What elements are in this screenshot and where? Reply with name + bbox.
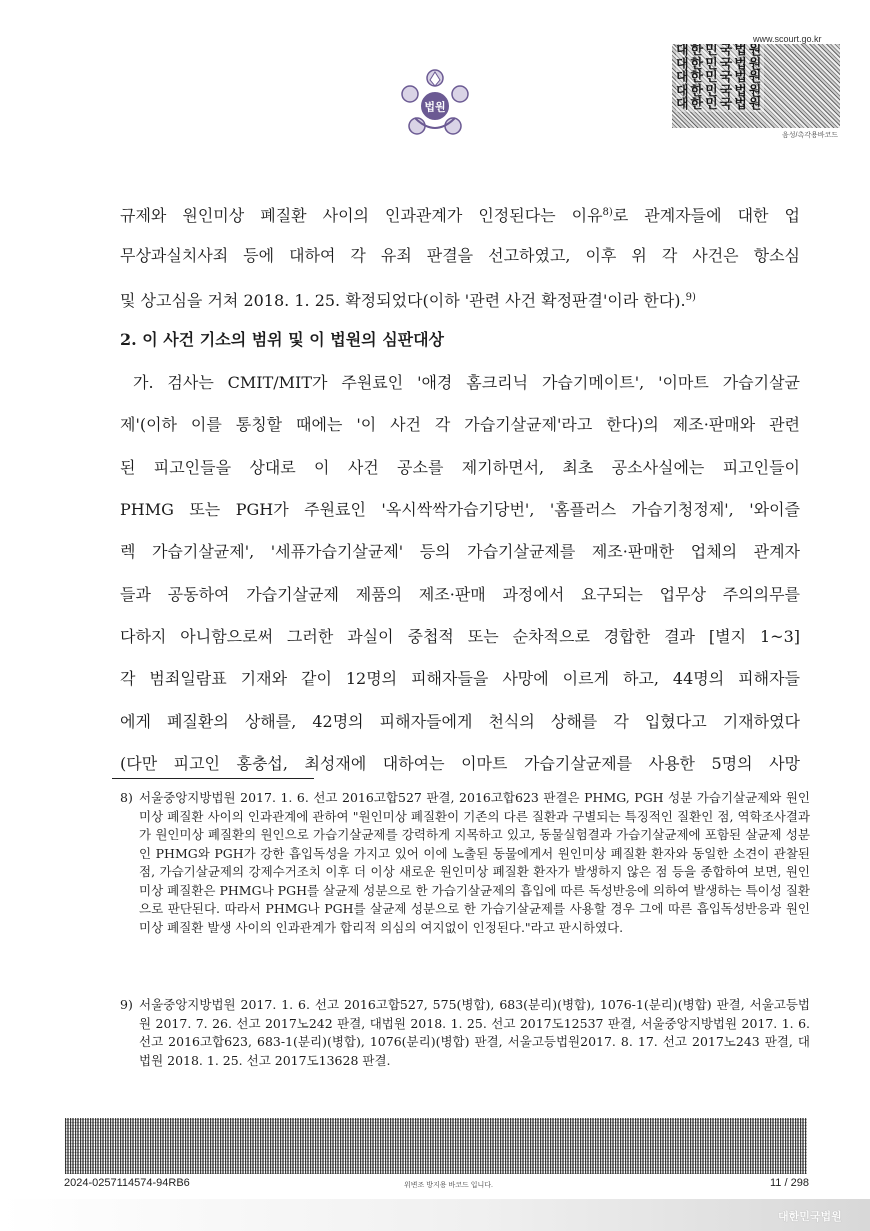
court-website-url: www.scourt.go.kr — [753, 34, 822, 44]
body-line-14: (다만 피고인 홍충섭, 최성재에 대하여는 이마트 가습기살균제를 사용한 5명의 사망 — [120, 754, 800, 773]
footnote-9 — [120, 996, 810, 1070]
seal-text: 대한민국법원대한민국법원대한민국법원대한민국법원대한민국법원 — [676, 44, 764, 112]
footnote-number: 8) — [120, 790, 133, 805]
document-id: 2024-0257114574-94RB6 — [64, 1177, 190, 1189]
body-line-5: 가. 검사는 CMIT/MIT가 주원료인 '애경 홈크리닉 가습기메이트', '이마트 가습기살균 — [133, 373, 800, 392]
body-line-2: 무상과실치사죄 등에 대하여 각 유죄 판결을 선고하였고, 이후 위 각 사건은 항소심 — [120, 246, 800, 265]
footer-band — [0, 1199, 870, 1231]
seal-caption: 음성/촉각용바코드 — [782, 132, 839, 139]
footnote-number: 9) — [120, 997, 133, 1012]
body-line-13: 에게 폐질환의 상해를, 42명의 피해자들에게 천식의 상해를 각 입혔다고 기재하였다 — [120, 712, 800, 731]
barcode-note: 위변조 방지용 바코드 입니다. — [404, 1182, 493, 1189]
emblem-label: 법원 — [424, 100, 446, 114]
footnote-ref-8: 8) — [602, 207, 613, 218]
body-line-6: 제'(이하 이를 통칭할 때에는 '이 사건 각 가습기살균제'라고 한다)의 제조·판매와 관련 — [120, 415, 800, 434]
footnote-8 — [120, 789, 810, 937]
body-line-7: 된 피고인들을 상대로 이 사건 공소를 제기하면서, 최초 공소사실에는 피고인들이 — [120, 458, 800, 477]
body-line-3: 및 상고심을 거쳐 2018. 1. 25. 확정되었다(이하 '관련 사건 확정판결'이라 한다).$^{9)}$ — [120, 291, 696, 310]
footnote-text: 서울중앙지방법원 2017. 1. 6. 선고 2016고합527, 575(병합), 683(분리)(병합), 1076-1(분리)(병합) 판결, 서울고등법원 2017. 7. 26. 선고 2017노242 판결, 대법원 2018. 1. 25. 선고 2017도12537 판결, 서울중앙지방법원 2017. 1. 6. 선고 2016고합623, 683-1(분리)(병합), 1076(분리)(병합) 판결, 서울고등법원2017. 8. 17. 선고 2017노243 판결, 대법원 2018. 1. 25. 선고 2017도13628 판결. — [139, 997, 810, 1068]
court-emblem-icon — [395, 66, 475, 146]
body-line-9: 렉 가습기살균제', '세퓨가습기살균제' 등의 가습기살균제를 제조·판매한 업체의 관계자 — [120, 542, 800, 561]
footnote-text: 서울중앙지방법원 2017. 1. 6. 선고 2016고합527 판결, 2016고합623 판결은 PHMG, PGH 성분 가습기살균제와 원인미상 폐질환 사이의 인과관계에 관하여 "원인미상 폐질환이 기존의 다른 질환과 구별되는 특징적인 질환인 점, 역학조사결과가 원인미상 폐질환의 원인으로 가습기살균제를 강력하게 지목하고 있고, 동물실험결과 가습기살균제에 포함된 살균제 성분인 PHMG와 PGH가 강한 흡입독성을 가지고 있어 이에 노출된 동물에게서 원인미상 폐질환 환자와 동일한 소견이 관찰된 점, 가습기살균제의 강제수거조치 이후 더 이상 새로운 원인미상 폐질환 환자가 발생하지 않은 점 등을 종합하여 보면, 원인미상 폐질환은 PHMG나 PGH를 살균제 성분으로 한 가습기살균제의 흡입에 따른 독성반응에 의하여 발생하는 특이성 질환으로 판단된다. 따라서 PHMG나 PGH를 살균제 성분으로 한 가습기살균제를 사용할 경우 그에 따른 흡입독성반응과 원인미상 폐질환 발생 사이의 인과관계가 합리적 의심의 여지없이 인정된다."라고 판시하였다. — [139, 790, 810, 935]
body-line-1: 규제와 원인미상 폐질환 사이의 인과관계가 인정된다는 이유$^{8)}$로 관계자들에 대한 업 — [120, 206, 800, 225]
section-heading: 2. 이 사건 기소의 범위 및 이 법원의 심판대상 — [120, 330, 445, 349]
authentication-barcode — [672, 44, 840, 128]
footnote-ref-9: 9) — [685, 292, 696, 303]
footer-brand: 대한민국법원 — [778, 1211, 842, 1223]
body-line-8: PHMG 또는 PGH가 주원료인 '옥시싹싹가습기당번', '홈플러스 가습기청정제', '와이즐 — [120, 500, 800, 519]
anti-forgery-barcode — [65, 1118, 807, 1174]
body-line-12: 각 범죄일람표 기재와 같이 12명의 피해자들을 사망에 이르게 하고, 44명의 피해자들 — [120, 669, 800, 688]
body-line-10: 들과 공동하여 가습기살균제 제품의 제조·판매 과정에서 요구되는 업무상 주의의무를 — [120, 585, 800, 604]
page-number: 11 / 298 — [770, 1177, 809, 1189]
footnote-divider — [112, 778, 314, 779]
body-line-11: 다하지 아니함으로써 그러한 과실이 중첩적 또는 순차적으로 경합한 결과 [별지 1~3] — [120, 627, 800, 646]
